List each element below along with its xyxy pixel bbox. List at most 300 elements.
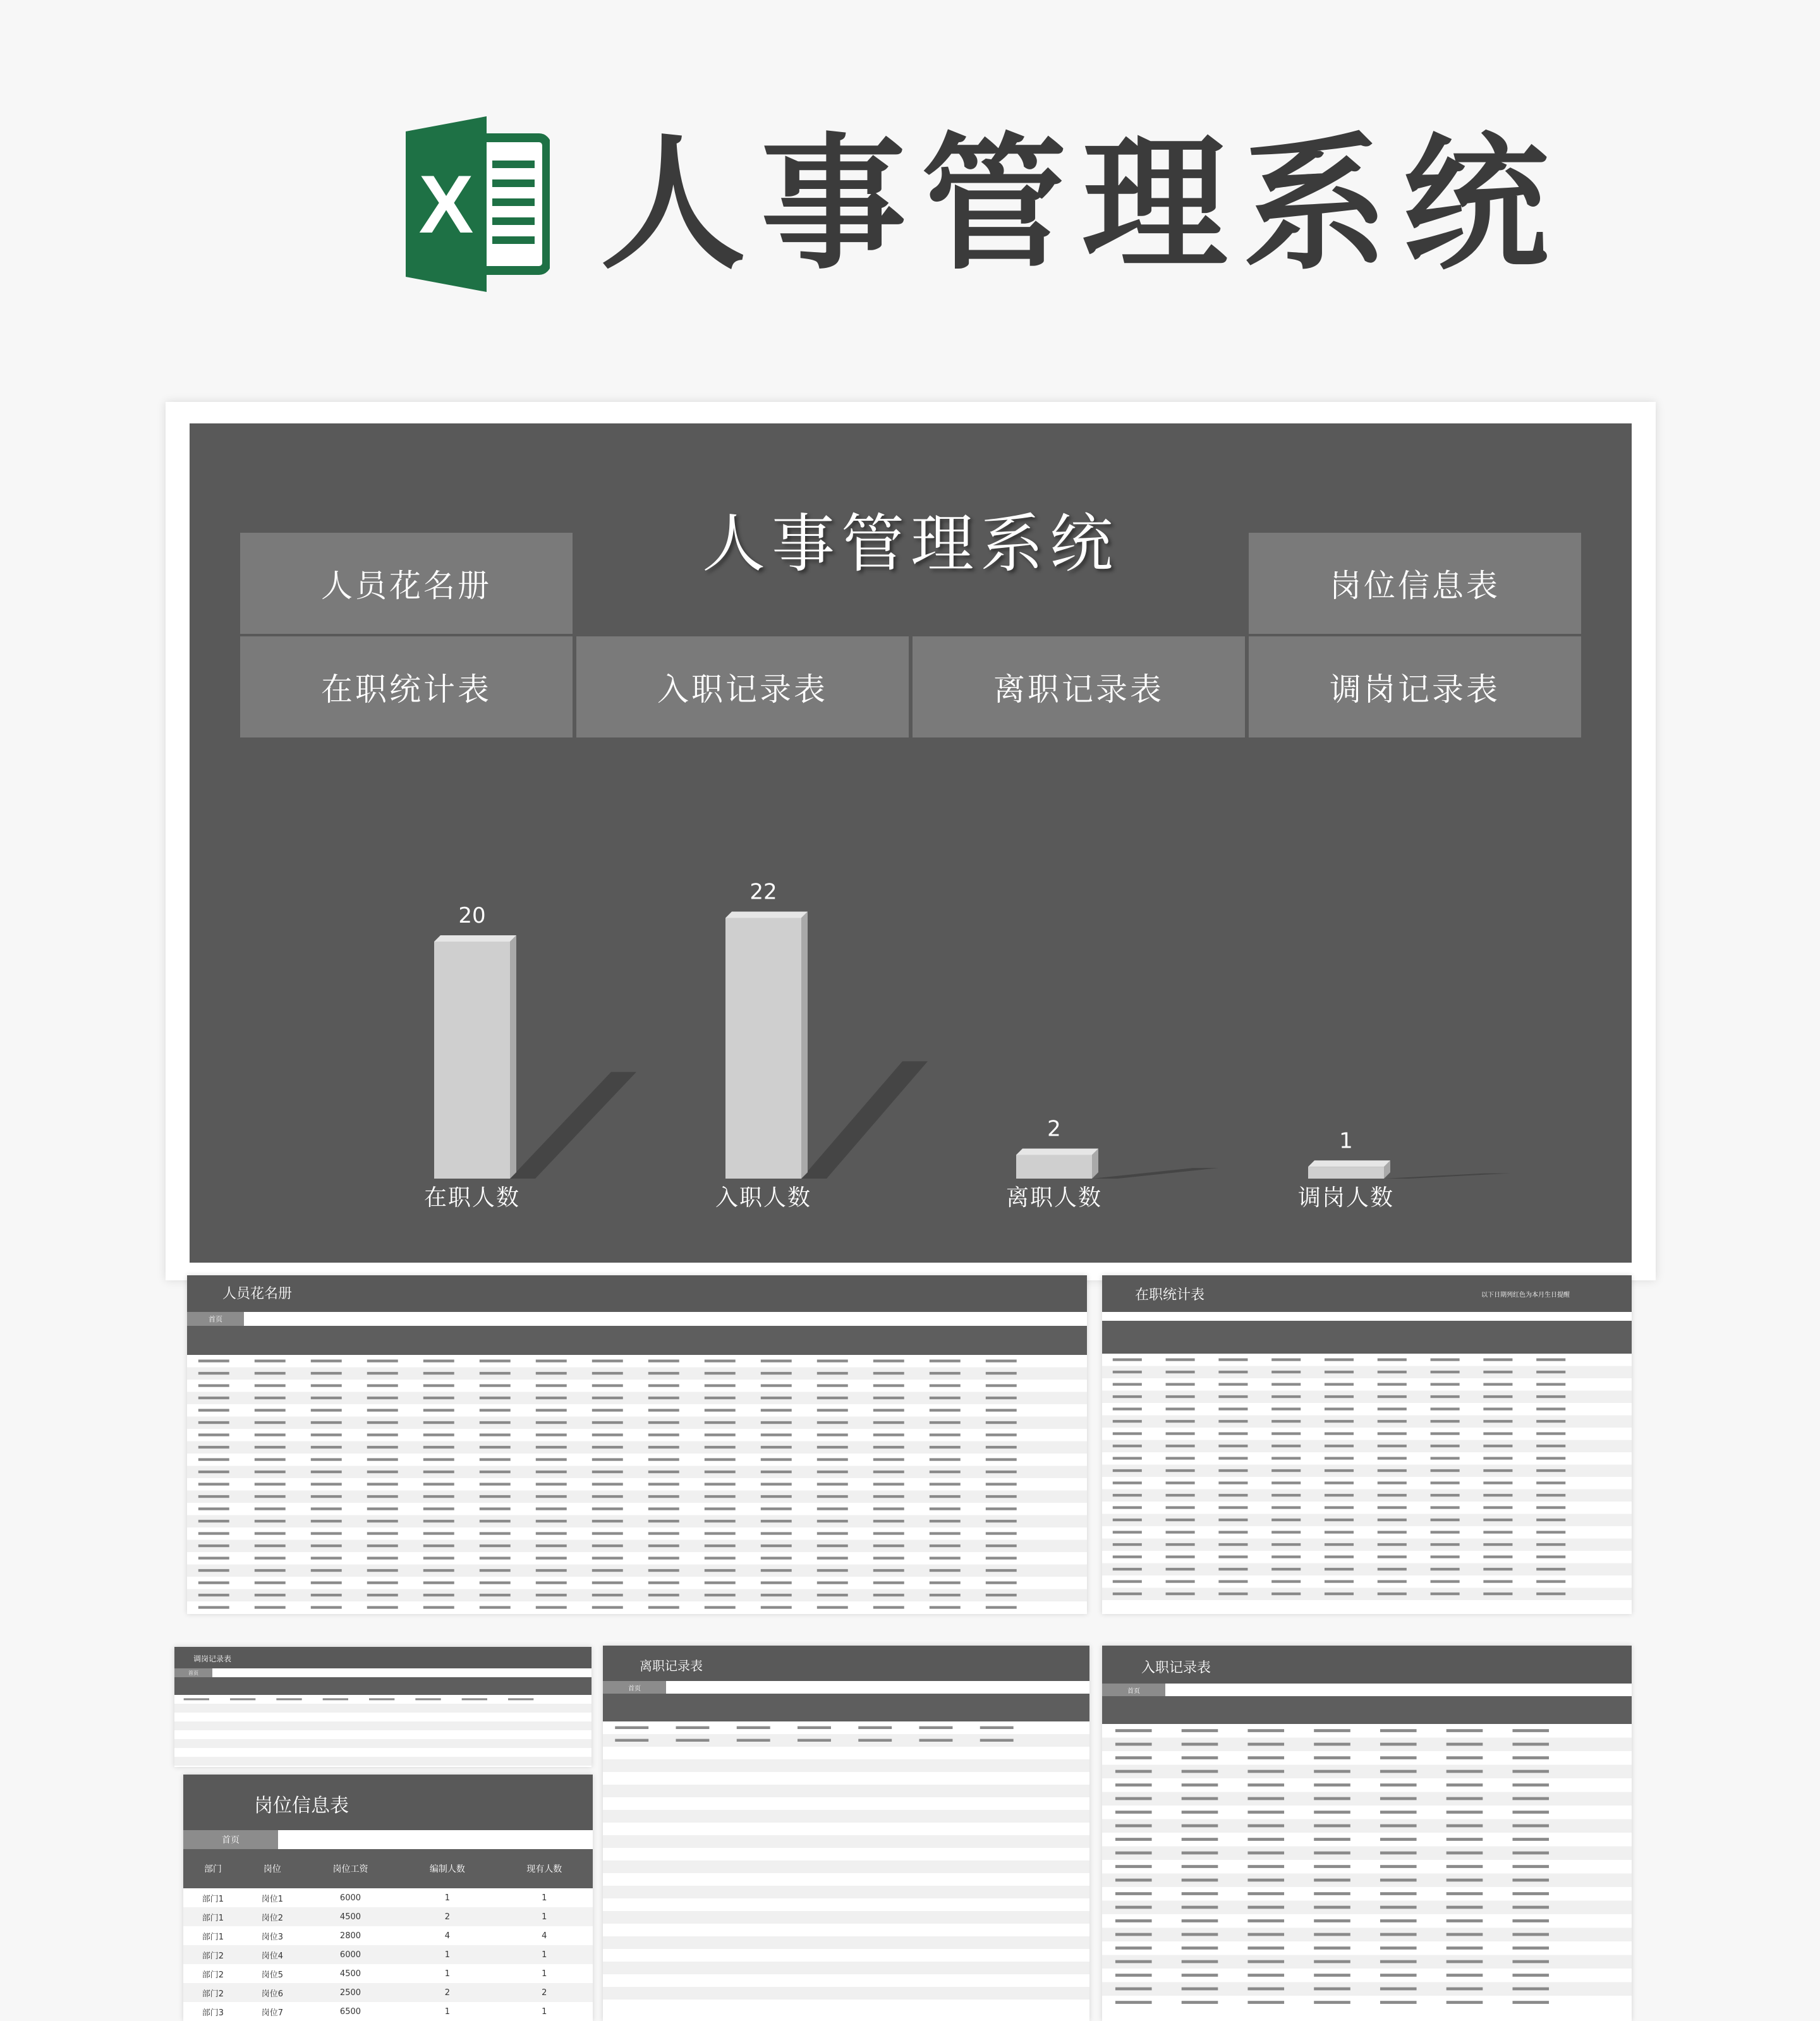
cell-text-placeholder <box>1166 1432 1195 1435</box>
cell-text-placeholder <box>1512 1988 1549 1991</box>
cell-text-placeholder <box>1218 1395 1247 1398</box>
cell-text-placeholder <box>1271 1457 1301 1459</box>
cell-current[interactable]: 2 <box>496 1983 593 2002</box>
cell-text-placeholder <box>761 1421 792 1424</box>
cell-text-placeholder <box>817 1532 848 1534</box>
cell-post[interactable]: 岗位7 <box>261 2008 283 2018</box>
cell-text-placeholder <box>705 1458 736 1460</box>
cell-text-placeholder <box>1536 1371 1565 1373</box>
table-header <box>187 1326 1087 1355</box>
cell-text-placeholder <box>986 1495 1017 1498</box>
cell-text-placeholder <box>367 1421 398 1424</box>
table-row <box>1102 1996 1632 2010</box>
cell-text-placeholder <box>255 1483 286 1485</box>
cell-text-placeholder <box>1325 1371 1354 1373</box>
cell-salary[interactable]: 2800 <box>339 1931 361 1941</box>
sheet-title: 离职记录表 <box>640 1658 703 1673</box>
cell-text-placeholder <box>536 1495 567 1498</box>
cell-text-placeholder <box>737 1739 770 1742</box>
table-row <box>1102 1860 1632 1874</box>
cell-text-placeholder <box>858 1727 892 1729</box>
cell-text-placeholder <box>198 1557 229 1559</box>
cell-text-placeholder <box>1325 1481 1354 1484</box>
sheet-post-info[interactable] <box>183 1775 593 2021</box>
table-row <box>1102 1901 1632 1915</box>
cell-text-placeholder <box>1218 1407 1247 1410</box>
cell-text-placeholder <box>592 1569 623 1572</box>
table-row <box>603 1949 1089 1962</box>
sheet-title: 岗位信息表 <box>254 1795 349 1817</box>
cell-text-placeholder <box>1512 1865 1549 1868</box>
table-row <box>1102 1833 1632 1847</box>
cell-text-placeholder <box>1166 1580 1195 1582</box>
cell-text-placeholder <box>592 1433 623 1436</box>
cell-text-placeholder <box>592 1545 623 1547</box>
cell-text-placeholder <box>1536 1555 1565 1558</box>
home-button[interactable]: 首页 <box>183 1830 278 1849</box>
nav-button-entry[interactable]: 入职记录表 <box>576 636 909 737</box>
cell-text-placeholder <box>367 1397 398 1399</box>
table-rows <box>174 1695 592 1767</box>
cell-text-placeholder <box>536 1483 567 1485</box>
nav-button-transfer[interactable]: 调岗记录表 <box>1249 636 1581 737</box>
cell-text-placeholder <box>986 1397 1017 1399</box>
cell-text-placeholder <box>873 1471 904 1473</box>
table-row <box>1102 1874 1632 1888</box>
cell-text-placeholder <box>323 1698 348 1700</box>
nav-button-post-info[interactable]: 岗位信息表 <box>1249 533 1581 634</box>
cell-text-placeholder <box>705 1581 736 1584</box>
cell-text-placeholder <box>1271 1555 1301 1558</box>
cell-text-placeholder <box>1115 1906 1152 1909</box>
cell-text-placeholder <box>705 1545 736 1547</box>
cell-text-placeholder <box>1113 1494 1142 1496</box>
nav-button-roster[interactable]: 人员花名册 <box>240 533 573 634</box>
cell-text-placeholder <box>1483 1593 1512 1595</box>
table-row <box>183 1888 593 1907</box>
cell-text-placeholder <box>761 1433 792 1436</box>
cell-current[interactable]: 1 <box>542 1969 547 1979</box>
table-row <box>183 1907 593 1926</box>
table-row <box>603 1974 1089 1987</box>
cell-text-placeholder <box>536 1458 567 1460</box>
cell-text-placeholder <box>480 1507 511 1510</box>
cell-text-placeholder <box>1378 1445 1407 1447</box>
cell-quota[interactable]: 1 <box>444 1893 450 1903</box>
table-row <box>174 1721 592 1730</box>
column-header: 岗位 <box>243 1849 302 1888</box>
table-row <box>174 1748 592 1757</box>
cell-text-placeholder <box>648 1372 679 1375</box>
cell-salary[interactable]: 4500 <box>302 1907 399 1926</box>
sheet-leave[interactable] <box>603 1646 1089 2021</box>
cell-text-placeholder <box>536 1520 567 1522</box>
cell-text-placeholder <box>1271 1481 1301 1484</box>
cell-text-placeholder <box>817 1545 848 1547</box>
cell-text-placeholder <box>592 1409 623 1411</box>
cell-quota[interactable]: 1 <box>399 1945 495 1964</box>
cell-text-placeholder <box>1536 1395 1565 1398</box>
cell-text-placeholder <box>1380 1729 1417 1732</box>
bar <box>434 942 510 1179</box>
cell-text-placeholder <box>198 1397 229 1399</box>
cell-text-placeholder <box>1166 1555 1195 1558</box>
cell-text-placeholder <box>1182 2001 1218 2004</box>
cell-salary[interactable]: 6000 <box>339 1893 361 1903</box>
cell-text-placeholder <box>367 1545 398 1547</box>
cell-department[interactable]: 部门3 <box>202 2008 224 2018</box>
cell-text-placeholder <box>873 1545 904 1547</box>
cell-text-placeholder <box>1113 1420 1142 1423</box>
cell-text-placeholder <box>705 1433 736 1436</box>
cell-quota[interactable]: 4 <box>444 1931 450 1941</box>
cell-text-placeholder <box>817 1520 848 1522</box>
table-row <box>174 1730 592 1739</box>
cell-text-placeholder <box>1218 1494 1247 1496</box>
cell-text-placeholder <box>761 1594 792 1596</box>
nav-button-stats[interactable]: 在职统计表 <box>240 636 573 737</box>
cell-post[interactable]: 岗位5 <box>261 1970 283 1980</box>
cell-text-placeholder <box>1512 1729 1549 1732</box>
cell-text-placeholder <box>1325 1445 1354 1447</box>
cell-text-placeholder <box>1115 1933 1152 1936</box>
cell-text-placeholder <box>311 1545 342 1547</box>
cell-text-placeholder <box>1378 1543 1407 1546</box>
table-row <box>603 1962 1089 1974</box>
cell-text-placeholder <box>1536 1469 1565 1472</box>
cell-text-placeholder <box>1113 1481 1142 1484</box>
cell-text-placeholder <box>798 1727 831 1729</box>
cell-text-placeholder <box>255 1545 286 1547</box>
cell-text-placeholder <box>1431 1555 1460 1558</box>
cell-text-placeholder <box>1512 1892 1549 1895</box>
cell-text-placeholder <box>1271 1407 1301 1410</box>
cell-text-placeholder <box>676 1739 710 1742</box>
cell-post[interactable]: 岗位4 <box>243 1945 302 1964</box>
cell-current[interactable]: 1 <box>542 2006 547 2017</box>
cell-text-placeholder <box>1431 1580 1460 1582</box>
cell-text-placeholder <box>536 1545 567 1547</box>
bar-shadow <box>1384 1174 1510 1179</box>
cell-current[interactable]: 4 <box>542 1931 547 1941</box>
cell-text-placeholder <box>1247 2001 1284 2004</box>
cell-text-placeholder <box>367 1483 398 1485</box>
cell-department[interactable]: 部门2 <box>202 1970 224 1980</box>
cell-text-placeholder <box>1325 1420 1354 1423</box>
table-row <box>174 1713 592 1721</box>
cell-text-placeholder <box>423 1458 454 1460</box>
cell-text-placeholder <box>817 1557 848 1559</box>
nav-button-leave[interactable]: 离职记录表 <box>913 636 1245 737</box>
cell-text-placeholder <box>1431 1469 1460 1472</box>
sheet-header <box>187 1275 1087 1312</box>
cell-text-placeholder <box>592 1446 623 1448</box>
table-row <box>1102 1806 1632 1819</box>
cell-quota[interactable]: 1 <box>444 1969 450 1979</box>
cell-text-placeholder <box>930 1433 961 1436</box>
cell-text-placeholder <box>536 1446 567 1448</box>
cell-text-placeholder <box>1325 1543 1354 1546</box>
cell-text-placeholder <box>367 1569 398 1572</box>
cell-text-placeholder <box>255 1532 286 1534</box>
cell-text-placeholder <box>480 1594 511 1596</box>
cell-text-placeholder <box>1113 1506 1142 1508</box>
table-row <box>183 1926 593 1945</box>
cell-text-placeholder <box>1447 1879 1483 1882</box>
table-row <box>183 2002 593 2021</box>
cell-text-placeholder <box>1218 1519 1247 1521</box>
table-row <box>1102 1982 1632 1996</box>
cell-post[interactable]: 岗位1 <box>261 1894 283 1904</box>
cell-quota[interactable]: 2 <box>399 1907 495 1926</box>
cell-text-placeholder <box>592 1606 623 1608</box>
cell-text-placeholder <box>1378 1432 1407 1435</box>
cell-text-placeholder <box>761 1471 792 1473</box>
cell-current[interactable]: 1 <box>542 1893 547 1903</box>
cell-text-placeholder <box>536 1532 567 1534</box>
cell-text-placeholder <box>1483 1481 1512 1484</box>
cell-text-placeholder <box>1247 1797 1284 1800</box>
cell-text-placeholder <box>1166 1593 1195 1595</box>
cell-text-placeholder <box>198 1581 229 1584</box>
cell-text-placeholder <box>423 1557 454 1559</box>
cell-text-placeholder <box>986 1409 1017 1411</box>
cell-text-placeholder <box>1314 1756 1350 1759</box>
home-button[interactable]: 首页 <box>1102 1684 1165 1696</box>
cell-text-placeholder <box>592 1421 623 1424</box>
cell-text-placeholder <box>737 1727 770 1729</box>
cell-text-placeholder <box>1166 1395 1195 1398</box>
cell-text-placeholder <box>255 1507 286 1510</box>
cell-text-placeholder <box>1431 1383 1460 1385</box>
cell-text-placeholder <box>1431 1358 1460 1361</box>
home-button[interactable]: 首页 <box>187 1312 244 1326</box>
cell-salary[interactable]: 2500 <box>302 1983 399 2002</box>
cell-text-placeholder <box>255 1359 286 1362</box>
cell-text-placeholder <box>761 1483 792 1485</box>
cell-text-placeholder <box>536 1594 567 1596</box>
cell-text-placeholder <box>1325 1395 1354 1398</box>
cell-text-placeholder <box>1113 1383 1142 1385</box>
cell-text-placeholder <box>1325 1457 1354 1459</box>
cell-text-placeholder <box>1271 1395 1301 1398</box>
sheet-title: 调岗记录表 <box>193 1654 232 1663</box>
cell-text-placeholder <box>198 1606 229 1608</box>
cell-text-placeholder <box>761 1409 792 1411</box>
cell-text-placeholder <box>648 1594 679 1596</box>
cell-current[interactable]: 1 <box>496 1907 593 1926</box>
cell-text-placeholder <box>1431 1519 1460 1521</box>
tick-label: 离职人数 <box>1005 1185 1103 1211</box>
column-header: 现有人数 <box>496 1849 593 1888</box>
cell-text-placeholder <box>1380 1852 1417 1855</box>
cell-text-placeholder <box>367 1372 398 1375</box>
cell-text-placeholder <box>1536 1432 1565 1435</box>
cell-text-placeholder <box>1325 1383 1354 1385</box>
cell-text-placeholder <box>480 1384 511 1387</box>
cell-text-placeholder <box>986 1507 1017 1510</box>
cell-text-placeholder <box>1115 1743 1152 1746</box>
cell-text-placeholder <box>1431 1395 1460 1398</box>
cell-post[interactable]: 岗位6 <box>243 1983 302 2002</box>
cell-text-placeholder <box>255 1471 286 1473</box>
cell-text-placeholder <box>367 1433 398 1436</box>
cell-text-placeholder <box>1378 1568 1407 1570</box>
cell-text-placeholder <box>592 1471 623 1473</box>
cell-department[interactable]: 部门1 <box>183 1907 243 1926</box>
cell-text-placeholder <box>255 1409 286 1411</box>
cell-text-placeholder <box>1431 1457 1460 1459</box>
cell-text-placeholder <box>255 1606 286 1608</box>
cell-text-placeholder <box>1325 1358 1354 1361</box>
cell-text-placeholder <box>255 1458 286 1460</box>
cell-text-placeholder <box>1115 1811 1152 1814</box>
cell-text-placeholder <box>480 1520 511 1522</box>
table-row <box>1102 1765 1632 1779</box>
cell-post[interactable]: 岗位2 <box>243 1907 302 1926</box>
cell-post[interactable]: 岗位3 <box>261 1932 283 1942</box>
cell-text-placeholder <box>761 1507 792 1510</box>
cell-department[interactable]: 部门2 <box>183 1945 243 1964</box>
table-row <box>1102 1941 1632 1955</box>
cell-text-placeholder <box>423 1606 454 1608</box>
bar-top <box>1308 1160 1390 1167</box>
cell-text-placeholder <box>423 1532 454 1534</box>
cell-text-placeholder <box>817 1569 848 1572</box>
cell-text-placeholder <box>1182 1865 1218 1868</box>
cell-text-placeholder <box>1512 1783 1549 1787</box>
cell-text-placeholder <box>1536 1519 1565 1521</box>
sheet-title: 入职记录表 <box>1141 1660 1211 1676</box>
cell-text-placeholder <box>1314 1906 1350 1909</box>
cell-text-placeholder <box>761 1557 792 1559</box>
cell-text-placeholder <box>1380 1797 1417 1800</box>
cell-text-placeholder <box>1166 1445 1195 1447</box>
cell-text-placeholder <box>705 1606 736 1608</box>
data-label: 22 <box>749 879 777 905</box>
cell-current[interactable]: 1 <box>496 1945 593 1964</box>
home-button[interactable]: 首页 <box>174 1668 212 1677</box>
cell-text-placeholder <box>1166 1506 1195 1508</box>
cell-text-placeholder <box>1247 1852 1284 1855</box>
cell-text-placeholder <box>1113 1531 1142 1533</box>
cell-text-placeholder <box>705 1372 736 1375</box>
table-row <box>1102 1955 1632 1969</box>
cell-text-placeholder <box>1447 1743 1483 1746</box>
cell-text-placeholder <box>1218 1457 1247 1459</box>
sheet-transfer[interactable] <box>174 1647 592 1767</box>
cell-text-placeholder <box>986 1359 1017 1362</box>
cell-text-placeholder <box>761 1569 792 1572</box>
cell-text-placeholder <box>592 1458 623 1460</box>
bar <box>1016 1155 1092 1179</box>
cell-text-placeholder <box>1380 1933 1417 1936</box>
cell-text-placeholder <box>255 1520 286 1522</box>
cell-text-placeholder <box>873 1507 904 1510</box>
cell-text-placeholder <box>1247 1892 1284 1895</box>
cell-text-placeholder <box>1314 1879 1350 1882</box>
cell-salary[interactable]: 6000 <box>302 1945 399 1964</box>
cell-text-placeholder <box>930 1359 961 1362</box>
sheet-stats[interactable] <box>1102 1275 1632 1614</box>
cell-text-placeholder <box>1378 1407 1407 1410</box>
cell-text-placeholder <box>1247 1811 1284 1814</box>
cell-text-placeholder <box>198 1359 229 1362</box>
cell-text-placeholder <box>1271 1593 1301 1595</box>
cell-text-placeholder <box>1218 1445 1247 1447</box>
cell-text-placeholder <box>255 1569 286 1572</box>
cell-text-placeholder <box>1512 1852 1549 1855</box>
cell-text-placeholder <box>255 1372 286 1375</box>
table-row <box>603 1772 1089 1785</box>
home-button[interactable]: 首页 <box>603 1681 666 1694</box>
sheet-entry[interactable] <box>1102 1646 1632 2021</box>
cell-text-placeholder <box>480 1471 511 1473</box>
cell-text-placeholder <box>255 1397 286 1399</box>
cell-text-placeholder <box>198 1409 229 1411</box>
cell-text-placeholder <box>1166 1383 1195 1385</box>
cell-text-placeholder <box>705 1446 736 1448</box>
cell-salary[interactable]: 6500 <box>339 2006 361 2017</box>
cell-salary[interactable]: 4500 <box>339 1969 361 1979</box>
cell-quota[interactable]: 1 <box>444 2006 450 2017</box>
cell-text-placeholder <box>1536 1445 1565 1447</box>
cell-text-placeholder <box>1115 1852 1152 1855</box>
cell-text-placeholder <box>1113 1555 1142 1558</box>
cell-text-placeholder <box>986 1446 1017 1448</box>
cell-text-placeholder <box>1115 1729 1152 1732</box>
table-row <box>1102 1928 1632 1942</box>
cell-text-placeholder <box>1483 1457 1512 1459</box>
cell-text-placeholder <box>761 1384 792 1387</box>
cell-text-placeholder <box>705 1520 736 1522</box>
cell-text-placeholder <box>648 1569 679 1572</box>
cell-text-placeholder <box>648 1545 679 1547</box>
cell-quota[interactable]: 2 <box>399 1983 495 2002</box>
cell-text-placeholder <box>311 1594 342 1596</box>
cell-text-placeholder <box>592 1397 623 1399</box>
cell-text-placeholder <box>873 1606 904 1608</box>
table-row <box>183 1964 593 1983</box>
cell-department[interactable]: 部门1 <box>202 1932 224 1942</box>
cell-text-placeholder <box>1314 1824 1350 1828</box>
cell-text-placeholder <box>592 1557 623 1559</box>
cell-text-placeholder <box>873 1433 904 1436</box>
cell-text-placeholder <box>817 1359 848 1362</box>
cell-text-placeholder <box>367 1409 398 1411</box>
table-row <box>603 1936 1089 1949</box>
sheet-roster[interactable] <box>187 1275 1087 1614</box>
cell-text-placeholder <box>1218 1371 1247 1373</box>
cell-text-placeholder <box>930 1545 961 1547</box>
cell-text-placeholder <box>1218 1358 1247 1361</box>
cell-text-placeholder <box>1431 1481 1460 1484</box>
cell-text-placeholder <box>1512 1919 1549 1922</box>
cell-text-placeholder <box>423 1471 454 1473</box>
cell-text-placeholder <box>930 1372 961 1375</box>
cell-text-placeholder <box>873 1557 904 1559</box>
cell-department[interactable]: 部门2 <box>183 1983 243 2002</box>
cell-text-placeholder <box>1431 1445 1460 1447</box>
tick-label: 调岗人数 <box>1297 1185 1395 1211</box>
cell-department[interactable]: 部门1 <box>202 1894 224 1904</box>
cell-text-placeholder <box>1483 1371 1512 1373</box>
bar-top <box>1016 1149 1098 1155</box>
cell-text-placeholder <box>1314 1811 1350 1814</box>
cell-text-placeholder <box>1247 1879 1284 1882</box>
table-row <box>603 1810 1089 1823</box>
cell-text-placeholder <box>1380 1946 1417 1950</box>
